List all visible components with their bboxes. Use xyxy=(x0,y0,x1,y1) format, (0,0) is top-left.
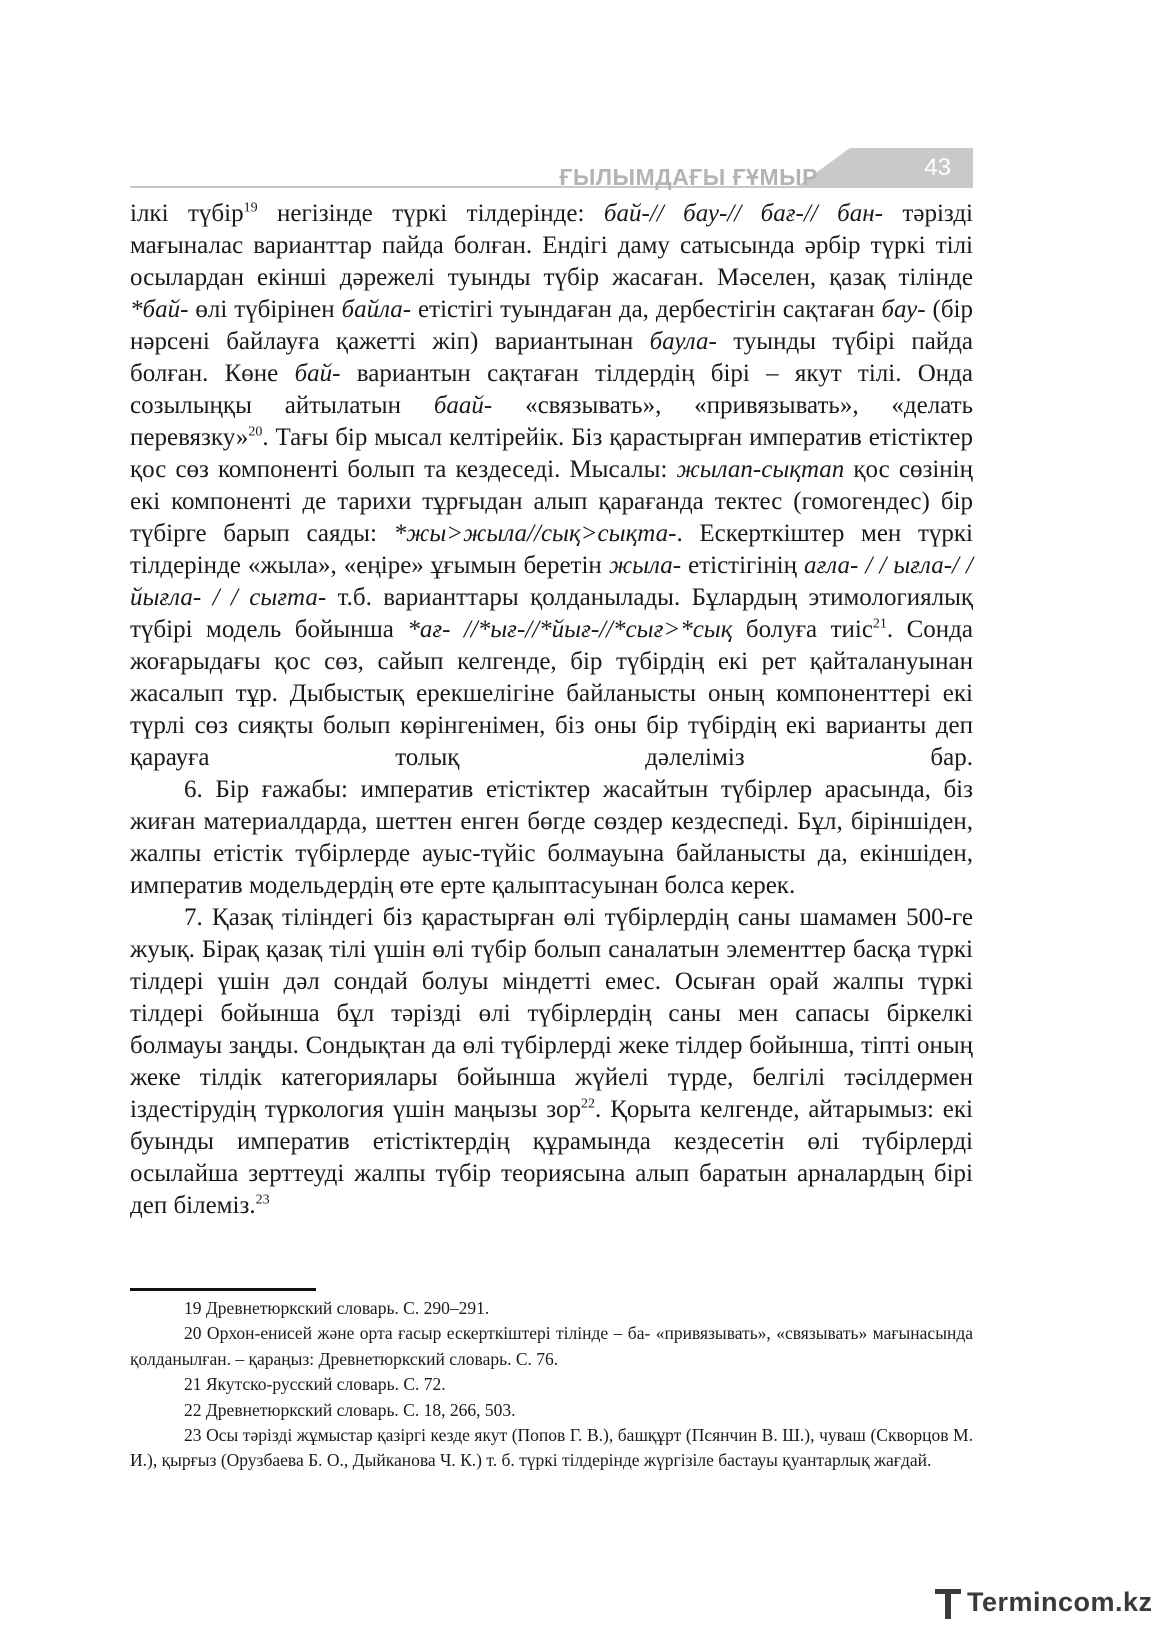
footnote-22: 22 Древнетюркский словарь. С. 18, 266, 503. xyxy=(184,1399,516,1420)
footnote-20: 20 Орхон-енисей және орта ғасыр ескерткіштері тілінде – ба- «привязывать», «связывать» мағынасында қолданылған. – қараңыз: Древнетюркский словарь. С. 76. xyxy=(130,1323,973,1369)
paragraph-3: 7. Қазақ тіліндегі біз қарастырған өлі түбірлердің саны шамамен 500-ге жуық. Бірақ қазақ тілі үшін өлі түбір болып саналатын элементтер басқа түркі тілдері үшін дәл сондай болуы міндетті емес. Осыған орай жалпы түркі тілдері бойынша бұл тәрізді өлі түбірлердің саны мен сапасы біркелкі болмауы заңды. Сондықтан да өлі түбірлерді жеке тілдер бойынша, тіпті оның жеке тілдік категориялары бойынша жүйелі түрде, белгілі тәсілдермен іздестірудің түркология үшін маңызы зор$^{22}$. Қорыта келгенде, айтарымыз: екі буынды императив етістіктердің құрамында кездесетін өлі түбірлерді осылайша зерттеуді жалпы түбір теориясына алып баратын арналардың бірі деп білеміз.$^{23}$ xyxy=(130,904,973,1219)
footnote-separator xyxy=(130,1288,316,1291)
footnote-ref-20: 20 xyxy=(248,424,263,440)
footnote-19: 19 Древнетюркский словарь. С. 290–291. xyxy=(184,1298,490,1318)
footnote-ref-22: 22 xyxy=(581,1096,596,1112)
footnote-ref-19: 19 xyxy=(243,200,258,216)
footnote-23: 23 Осы тәрізді жұмыстар қазіргі кезде якут (Попов Г. В.), башқұрт (Псянчин В. Ш.), чуваш (Скворцов М. И.), қырғыз (Орузбаева Б. О., Дыйканова Ч. К.) т. б. түркі тілдерінде жүргізіле бастауы қуантарлық жағдай. xyxy=(130,1425,973,1471)
watermark-text: Termincom.kz xyxy=(967,1587,1153,1617)
header-decoration xyxy=(130,148,973,196)
main-text xyxy=(130,198,973,1222)
footnotes xyxy=(130,1296,973,1474)
page-header xyxy=(130,148,973,196)
footnote-21: 21 Якутско-русский словарь. С. 72. xyxy=(184,1374,446,1395)
page-number: 43 xyxy=(924,154,951,181)
site-watermark xyxy=(933,1583,1153,1623)
paragraph-1: ілкі түбір$^{19}$ негізінде түркі тілдерінде: бай-// бау-// бағ-// бан- тәрізді мағыналас варианттар пайда болған. Ендігі даму сатысында әрбір түркі тілі осылардан екінші дәрежелі туынды түбір жасаған. Мәселен, қазақ тілінде *бай- өлі түбірінен байла- етістігі туындаған да, дербестігін сақтаған бау- (бір нәрсені байлауға қажетті жіп) вариантынан баула- туынды түбірі пайда болған. Көне бай- вариантын сақтаған тілдердің бірі – якут тілі. Онда созылыңқы айтылатын баай- «связывать», «привязывать», «делать перевязку»$^{20}$. Тағы бір мысал келтірейік. Біз қарастырған императив етістіктер қос сөз компоненті болып та кездеседі. Мысалы: жылап-сықтап қос сөзінің екі компоненті де тарихи тұрғыдан алып қарағанда тектес (гомогендес) бір түбірге барып саяды: *жы>жыла//сық>сықта-. Ескерткіштер мен түркі тілдерінде «жыла», «еңіре» ұғымын беретін жыла- етістігінің ағла- / / ығла-/ / йығла- / / сығта- т.б. варианттары қолданылады. Бұлардың этимологиялық түбірі модель бойынша *ағ- //*ығ-//*йығ-//*сығ>*сық болуға тиіс$^{21}$. Сонда жоғарыдағы қос сөз, сайып келгенде, бір түбірдің екі рет қайталануынан жасалып тұр. Дыбыстық ерекшелігіне байланысты оның компоненттері екі түрлі сөз сияқты болып көрінгенімен, біз оны бір түбірдің екі варианты деп қарауға толық дәлеліміз бар. xyxy=(130,200,974,771)
paragraph-2: 6. Бір ғажабы: императив етістіктер жасайтын түбірлер арасында, біз жиған материалдарда, шеттен енген бөгде сөздер кездеспеді. Бұл, біріншіден, жалпы етістік түбірлерде ауыс-түйіс болмауына байланысты да, екіншіден, императив модельдердің өте ерте қалыптасуынан болса керек. xyxy=(130,776,973,899)
footnote-ref-21: 21 xyxy=(872,616,887,632)
footnote-ref-23: 23 xyxy=(255,1192,270,1208)
running-title: ҒЫЛЫМДАҒЫ ҒҰМЫР xyxy=(559,164,818,190)
